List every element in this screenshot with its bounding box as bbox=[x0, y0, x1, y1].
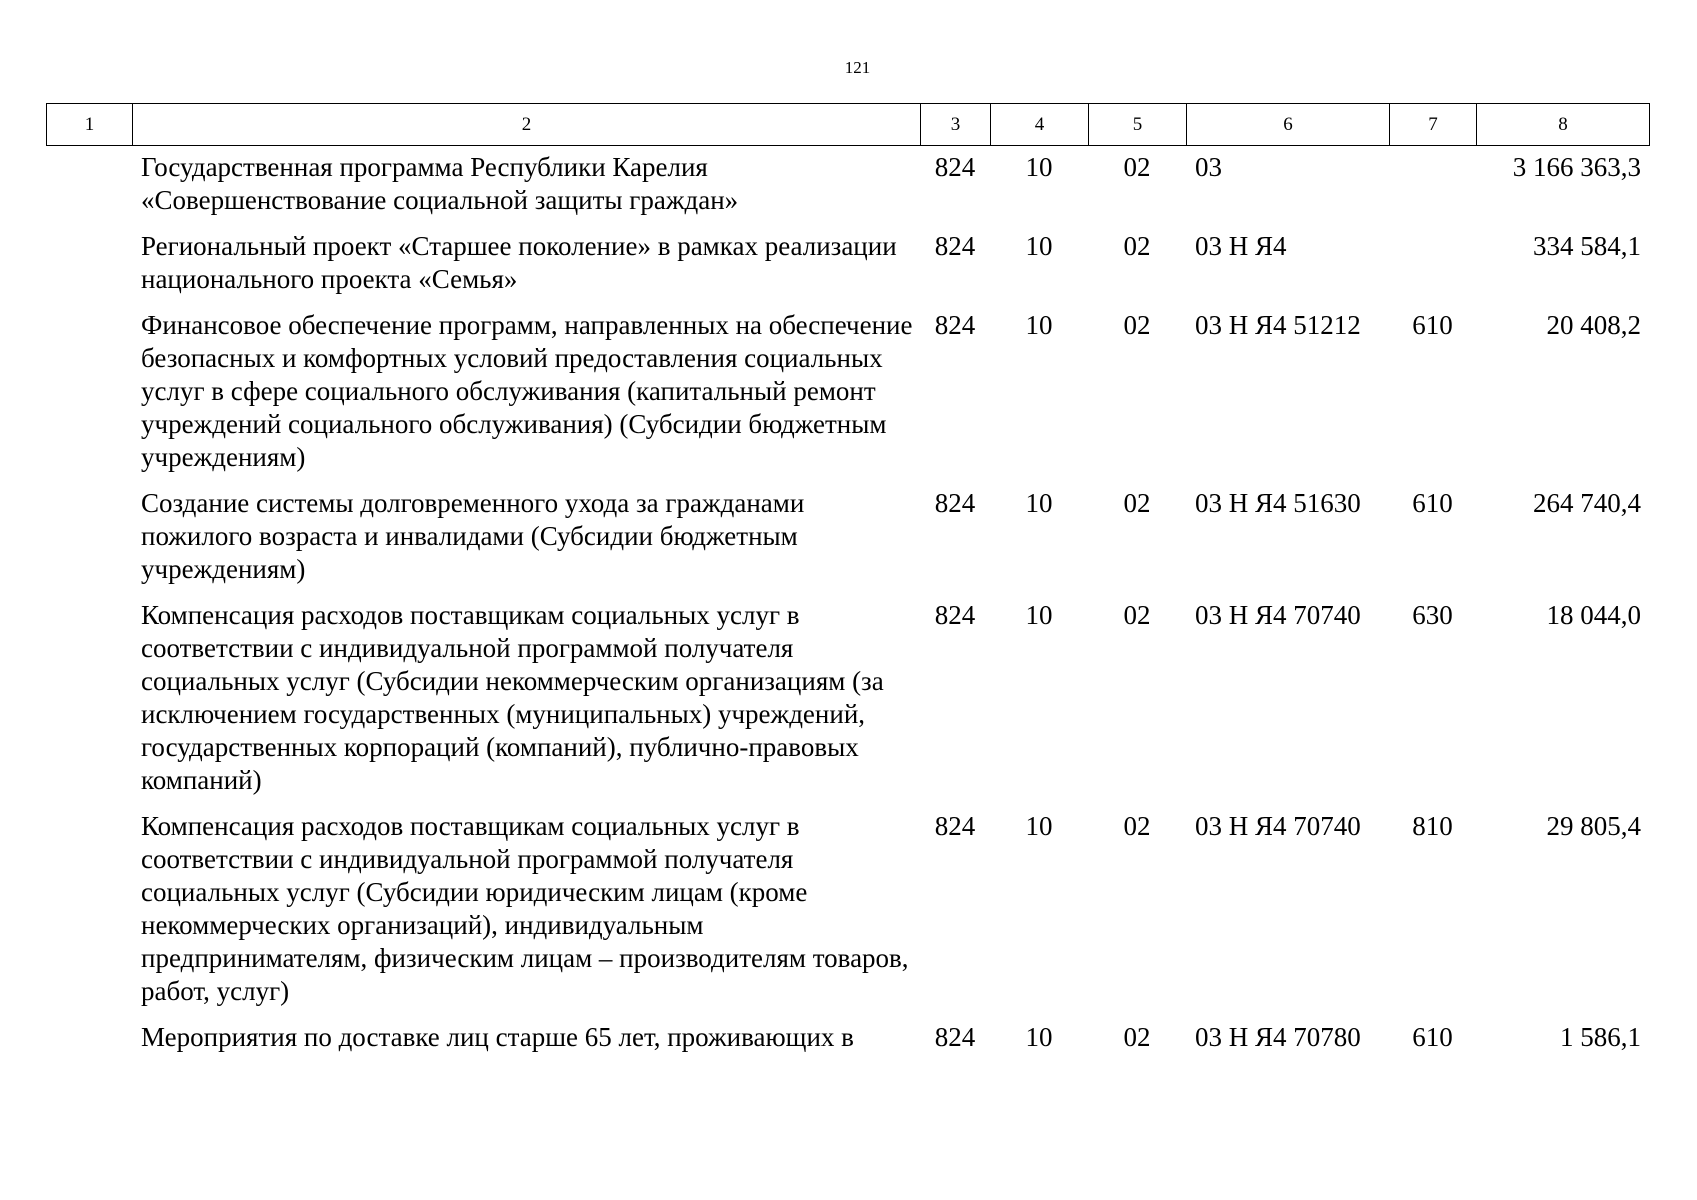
row-col-6: 03 bbox=[1195, 152, 1222, 182]
row-col-4: 10 bbox=[1025, 231, 1053, 261]
row-col-8: 334 584,1 bbox=[1533, 231, 1641, 261]
header-col-7: 7 bbox=[1390, 104, 1477, 146]
row-col-8: 29 805,4 bbox=[1546, 811, 1641, 841]
header-col-5: 5 bbox=[1089, 104, 1187, 146]
row-index-cell bbox=[46, 599, 132, 810]
row-col-7: 810 bbox=[1412, 811, 1453, 841]
row-name: Создание системы долговременного ухода за гражданами пожилого возраста и инвалидами (Субсидии бюджетным учреждениям) bbox=[141, 488, 805, 584]
header-col-6: 6 bbox=[1187, 104, 1390, 146]
row-col-5: 02 bbox=[1123, 811, 1151, 841]
row-col-6: 03 Н Я4 70740 bbox=[1195, 600, 1361, 630]
row-col-7 bbox=[1389, 151, 1476, 230]
header-col-8: 8 bbox=[1477, 104, 1650, 146]
row-col-6: 03 Н Я4 70740 bbox=[1195, 811, 1361, 841]
row-col-8: 20 408,2 bbox=[1546, 310, 1641, 340]
column-number-header bbox=[46, 103, 1650, 146]
table-row bbox=[46, 151, 1649, 230]
row-name: Финансовое обеспечение программ, направленных на обеспечение безопасных и комфортных условий предоставления социальных услуг в сфере социального обслуживания (капитальный ремонт учреждений социального обслуживания) (Субсидии бюджетным учреждениям) bbox=[141, 310, 913, 472]
row-index-cell bbox=[46, 151, 132, 230]
row-col-7 bbox=[1389, 230, 1476, 309]
row-index-cell bbox=[46, 487, 132, 599]
row-col-7: 630 bbox=[1412, 600, 1453, 630]
row-col-8: 3 166 363,3 bbox=[1512, 152, 1641, 182]
row-col-3: 824 bbox=[934, 600, 976, 630]
table-row bbox=[46, 599, 1649, 810]
row-col-3: 824 bbox=[934, 231, 976, 261]
table-row bbox=[46, 810, 1649, 1021]
table-row bbox=[46, 230, 1649, 309]
row-col-4: 10 bbox=[1025, 488, 1053, 518]
row-col-6: 03 Н Я4 bbox=[1195, 231, 1287, 261]
row-col-4: 10 bbox=[1025, 310, 1053, 340]
row-col-8: 264 740,4 bbox=[1533, 488, 1641, 518]
row-col-3: 824 bbox=[934, 152, 976, 182]
row-name: Мероприятия по доставке лиц старше 65 лет, проживающих в bbox=[141, 1022, 854, 1052]
row-index-cell bbox=[46, 309, 132, 487]
row-col-4: 10 bbox=[1025, 600, 1053, 630]
row-col-3: 824 bbox=[934, 310, 976, 340]
row-name: Компенсация расходов поставщикам социальных услуг в соответствии с индивидуальной программой получателя социальных услуг (Субсидии некоммерческим организациям (за исключением государственных (муниципальных) учреждений, государственных корпораций (компаний), публично-правовых компаний) bbox=[141, 600, 884, 795]
row-col-6: 03 Н Я4 70780 bbox=[1195, 1022, 1361, 1052]
row-col-3: 824 bbox=[934, 488, 976, 518]
row-col-6: 03 Н Я4 51212 bbox=[1195, 310, 1361, 340]
row-col-5: 02 bbox=[1123, 231, 1151, 261]
row-col-5: 02 bbox=[1123, 488, 1151, 518]
row-col-4: 10 bbox=[1025, 152, 1053, 182]
row-index-cell bbox=[46, 1021, 132, 1067]
header-col-2: 2 bbox=[133, 104, 921, 146]
row-col-4: 10 bbox=[1025, 1022, 1053, 1052]
row-col-7: 610 bbox=[1412, 1022, 1453, 1052]
row-col-6: 03 Н Я4 51630 bbox=[1195, 488, 1361, 518]
budget-table bbox=[46, 151, 1649, 1067]
table-row bbox=[46, 487, 1649, 599]
row-col-8: 18 044,0 bbox=[1546, 600, 1641, 630]
row-name: Региональный проект «Старшее поколение» в рамках реализации национального проекта «Семья» bbox=[141, 231, 897, 294]
row-col-5: 02 bbox=[1123, 1022, 1151, 1052]
row-name: Государственная программа Республики Карелия «Совершенствование социальной защиты граждан» bbox=[141, 152, 739, 215]
row-col-8: 1 586,1 bbox=[1560, 1022, 1641, 1052]
header-col-4: 4 bbox=[991, 104, 1089, 146]
row-col-7: 610 bbox=[1412, 488, 1453, 518]
row-col-5: 02 bbox=[1123, 310, 1151, 340]
row-index-cell bbox=[46, 810, 132, 1021]
row-col-3: 824 bbox=[934, 1022, 976, 1052]
header-col-1: 1 bbox=[47, 104, 133, 146]
header-col-3: 3 bbox=[921, 104, 991, 146]
row-col-4: 10 bbox=[1025, 811, 1053, 841]
table-row bbox=[46, 309, 1649, 487]
row-col-3: 824 bbox=[934, 811, 976, 841]
page-number: 121 bbox=[844, 58, 871, 77]
row-col-5: 02 bbox=[1123, 152, 1151, 182]
row-col-5: 02 bbox=[1123, 600, 1151, 630]
table-row bbox=[46, 1021, 1649, 1067]
row-col-7: 610 bbox=[1412, 310, 1453, 340]
row-index-cell bbox=[46, 230, 132, 309]
row-name: Компенсация расходов поставщикам социальных услуг в соответствии с индивидуальной программой получателя социальных услуг (Субсидии юридическим лицам (кроме некоммерческих организаций), индивидуальным предпринимателям, физическим лицам – производителям товаров, работ, услуг) bbox=[141, 811, 909, 1006]
